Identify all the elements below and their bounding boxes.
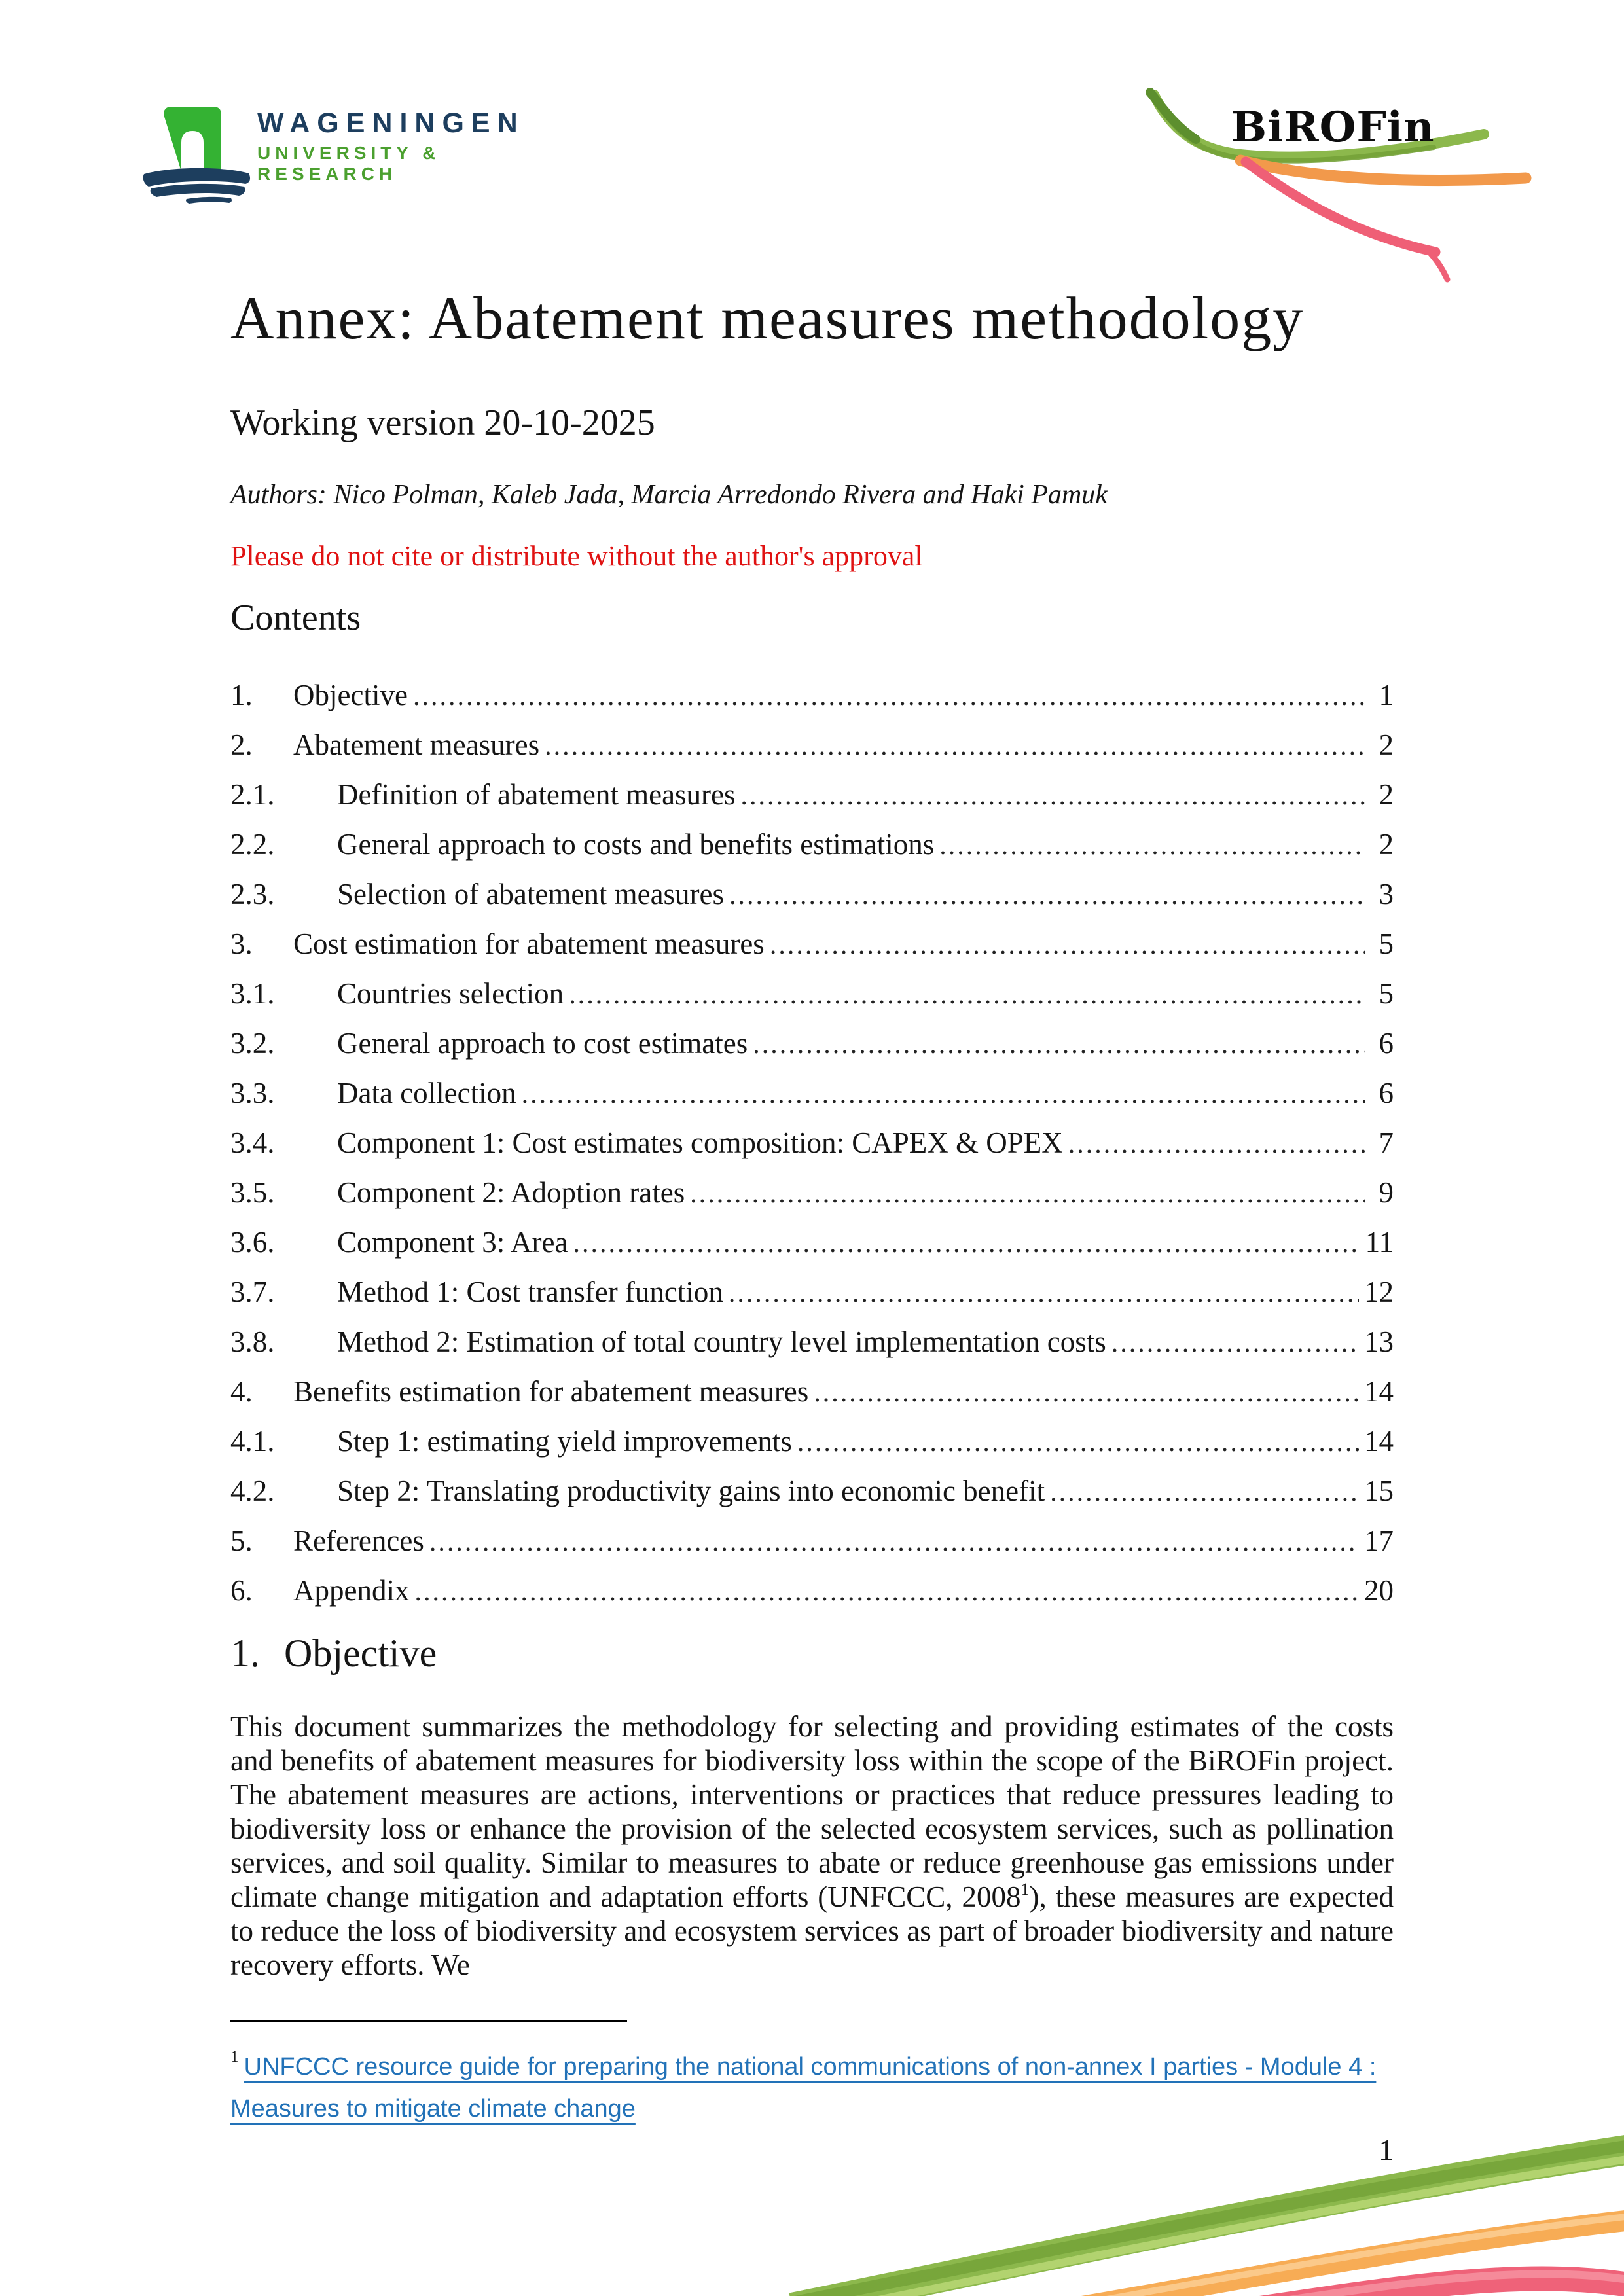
toc-entry[interactable] xyxy=(230,1524,1394,1559)
toc-dot-leader xyxy=(1063,1126,1365,1161)
toc-entry-page[interactable]: 9 xyxy=(1379,1176,1394,1209)
toc-entry[interactable] xyxy=(230,1275,1394,1310)
toc-entry-label[interactable]: Benefits estimation for abatement measures xyxy=(293,1375,809,1408)
toc-entry[interactable] xyxy=(230,877,1394,912)
toc-dot-leader xyxy=(723,1275,1359,1310)
paragraph-text: This document summarizes the methodology for selecting and providing estimates of the costs and benefits of abatement measures for biodiversity loss within the scope of the BiROFin project. The abatement measures are actions, interventions or practices that reduce pressures leading to biodiversity loss or enhance the provision of the selected ecosystem services, such as pollination services, and soil quality. Similar to measures to abate or reduce greenhouse gas emissions under climate change mitigation and adaptation efforts (UNFCCC, 2008 xyxy=(230,1710,1394,1913)
toc-entry-page[interactable]: 14 xyxy=(1364,1375,1394,1408)
toc-entry-number: 2.2. xyxy=(230,828,275,861)
toc-entry-number: 3.6. xyxy=(230,1226,275,1259)
toc-entry-page[interactable]: 1 xyxy=(1379,679,1394,711)
toc-entry-page[interactable]: 5 xyxy=(1379,927,1394,960)
toc-entry[interactable] xyxy=(230,678,1394,713)
paragraph-text-continued: ), these measures are expected to reduce the loss of biodiversity and ecosystem services as part of broader biodiversity and nature recovery efforts. We xyxy=(230,1880,1394,1981)
toc-entry-page[interactable]: 7 xyxy=(1379,1126,1394,1159)
toc-dot-leader xyxy=(424,1524,1359,1559)
toc-entry-label[interactable]: Method 2: Estimation of total country level implementation costs xyxy=(337,1325,1106,1358)
version-line: Working version 20-10-2025 xyxy=(230,403,655,443)
wageningen-logo-text: WAGENINGEN xyxy=(257,107,525,139)
toc-entry-number: 3. xyxy=(230,927,253,960)
toc-dot-leader xyxy=(934,827,1365,863)
toc-dot-leader xyxy=(792,1424,1359,1460)
toc-entry-page[interactable]: 3 xyxy=(1379,878,1394,910)
toc-dot-leader xyxy=(685,1175,1365,1211)
toc-entry-page[interactable]: 2 xyxy=(1379,728,1394,761)
page-title: Annex: Abatement measures methodology xyxy=(230,285,1305,351)
toc-entry[interactable] xyxy=(230,1126,1394,1161)
toc-entry-label[interactable]: Abatement measures xyxy=(293,728,540,761)
toc-entry-number: 3.5. xyxy=(230,1176,275,1209)
toc-entry-page[interactable]: 17 xyxy=(1364,1524,1394,1557)
toc-dot-leader xyxy=(1106,1325,1359,1360)
toc-entry-number: 3.2. xyxy=(230,1027,275,1060)
toc-entry-label[interactable]: Component 1: Cost estimates composition: CAPEX & OPEX xyxy=(337,1126,1063,1159)
toc-dot-leader xyxy=(724,877,1365,912)
toc-entry[interactable] xyxy=(230,1026,1394,1062)
authors-line: Authors: Nico Polman, Kaleb Jada, Marcia Arredondo Rivera and Haki Pamuk xyxy=(230,480,1108,510)
toc-dot-leader xyxy=(408,678,1365,713)
toc-dot-leader xyxy=(736,778,1365,813)
footnote-link-line2[interactable]: Measures to mitigate climate change xyxy=(230,2095,636,2123)
footnote-link-line1[interactable]: UNFCCC resource guide for preparing the national communications of non-annex I parties - Module 4 : xyxy=(244,2053,1377,2081)
toc-entry-label[interactable]: Step 2: Translating productivity gains into economic benefit xyxy=(337,1475,1045,1507)
birofin-logo xyxy=(1136,69,1542,304)
toc-dot-leader xyxy=(409,1573,1359,1609)
bottom-swoosh-graphic xyxy=(785,2092,1624,2296)
toc-entry-label[interactable]: Cost estimation for abatement measures xyxy=(293,927,765,960)
toc-entry[interactable] xyxy=(230,1474,1394,1509)
toc-entry-page[interactable]: 14 xyxy=(1364,1425,1394,1458)
toc-entry-number: 3.4. xyxy=(230,1126,275,1159)
toc-list xyxy=(230,678,1394,1609)
birofin-wordmark: BiROFin xyxy=(1231,103,1435,152)
toc-entry-page[interactable]: 2 xyxy=(1379,828,1394,861)
wageningen-logo-subtext: UNIVERSITY & RESEARCH xyxy=(257,143,441,184)
toc-entry-label[interactable]: References xyxy=(293,1524,424,1557)
toc-entry-label[interactable]: General approach to cost estimates xyxy=(337,1027,748,1060)
toc-entry-number: 3.7. xyxy=(230,1276,275,1308)
toc-entry[interactable] xyxy=(230,1573,1394,1609)
body-paragraph xyxy=(230,1710,1394,1982)
toc-entry-number: 3.1. xyxy=(230,977,275,1010)
toc-dot-leader xyxy=(808,1374,1359,1410)
toc-entry[interactable] xyxy=(230,927,1394,962)
toc-entry-number: 2.3. xyxy=(230,878,275,910)
toc-entry-number: 6. xyxy=(230,1574,253,1607)
toc-entry-label[interactable]: Countries selection xyxy=(337,977,564,1010)
section-number: 1. xyxy=(230,1632,260,1675)
toc-entry-label[interactable]: Data collection xyxy=(337,1077,516,1109)
footnote-separator xyxy=(230,2020,627,2022)
contents-heading: Contents xyxy=(230,598,361,638)
toc-entry[interactable] xyxy=(230,1374,1394,1410)
toc-entry-page[interactable]: 11 xyxy=(1365,1226,1394,1259)
toc-entry[interactable] xyxy=(230,1325,1394,1360)
toc-dot-leader xyxy=(516,1076,1365,1111)
toc-entry[interactable] xyxy=(230,728,1394,763)
toc-entry-label[interactable]: Component 3: Area xyxy=(337,1226,568,1259)
toc-dot-leader xyxy=(568,1225,1360,1261)
footnote-reference[interactable]: 1 xyxy=(1020,1880,1030,1899)
toc-entry[interactable] xyxy=(230,977,1394,1012)
toc-entry-label[interactable]: Selection of abatement measures xyxy=(337,878,725,910)
toc-entry-page[interactable]: 12 xyxy=(1364,1276,1394,1308)
toc-entry[interactable] xyxy=(230,778,1394,813)
toc-entry-number: 4.2. xyxy=(230,1475,275,1507)
toc-entry[interactable] xyxy=(230,1076,1394,1111)
toc-entry-label[interactable]: Method 1: Cost transfer function xyxy=(337,1276,723,1308)
toc-dot-leader xyxy=(1045,1474,1359,1509)
toc-entry[interactable] xyxy=(230,1424,1394,1460)
toc-entry-page[interactable]: 5 xyxy=(1379,977,1394,1010)
toc-entry-number: 4.1. xyxy=(230,1425,275,1458)
toc-entry-number: 4. xyxy=(230,1375,253,1408)
toc-dot-leader xyxy=(765,927,1365,962)
toc-entry-number: 2. xyxy=(230,728,253,761)
toc-entry-page[interactable]: 20 xyxy=(1364,1574,1394,1607)
toc-entry-page[interactable]: 13 xyxy=(1364,1325,1394,1358)
toc-entry-page[interactable]: 6 xyxy=(1379,1077,1394,1109)
section-heading xyxy=(230,1631,437,1676)
toc-entry-label[interactable]: Step 1: estimating yield improvements xyxy=(337,1425,792,1458)
toc-dot-leader xyxy=(748,1026,1365,1062)
toc-entry[interactable] xyxy=(230,1175,1394,1211)
page-number: 1 xyxy=(1379,2133,1394,2166)
toc-entry-page[interactable]: 6 xyxy=(1379,1027,1394,1060)
wageningen-logo xyxy=(141,97,547,208)
footnote-marker: 1 xyxy=(230,2048,239,2066)
toc-entry-label[interactable]: General approach to costs and benefits estimations xyxy=(337,828,935,861)
toc-entry-page[interactable]: 15 xyxy=(1364,1475,1394,1507)
toc-entry-number: 3.3. xyxy=(230,1077,275,1109)
toc-entry-number: 2.1. xyxy=(230,778,275,811)
toc-entry-label[interactable]: Appendix xyxy=(293,1574,410,1607)
toc-entry-number: 5. xyxy=(230,1524,253,1557)
toc-entry[interactable] xyxy=(230,827,1394,863)
toc-entry-number: 3.8. xyxy=(230,1325,275,1358)
toc-dot-leader xyxy=(564,977,1365,1012)
toc-entry[interactable] xyxy=(230,1225,1394,1261)
toc-dot-leader xyxy=(539,728,1365,763)
toc-entry-number: 1. xyxy=(230,679,253,711)
section-title: Objective xyxy=(284,1632,437,1675)
toc-entry-label[interactable]: Component 2: Adoption rates xyxy=(337,1176,685,1209)
toc-entry-label[interactable]: Objective xyxy=(293,679,408,711)
toc-entry-page[interactable]: 2 xyxy=(1379,778,1394,811)
toc-entry-label[interactable]: Definition of abatement measures xyxy=(337,778,736,811)
distribution-notice: Please do not cite or distribute without the author's approval xyxy=(230,540,923,572)
